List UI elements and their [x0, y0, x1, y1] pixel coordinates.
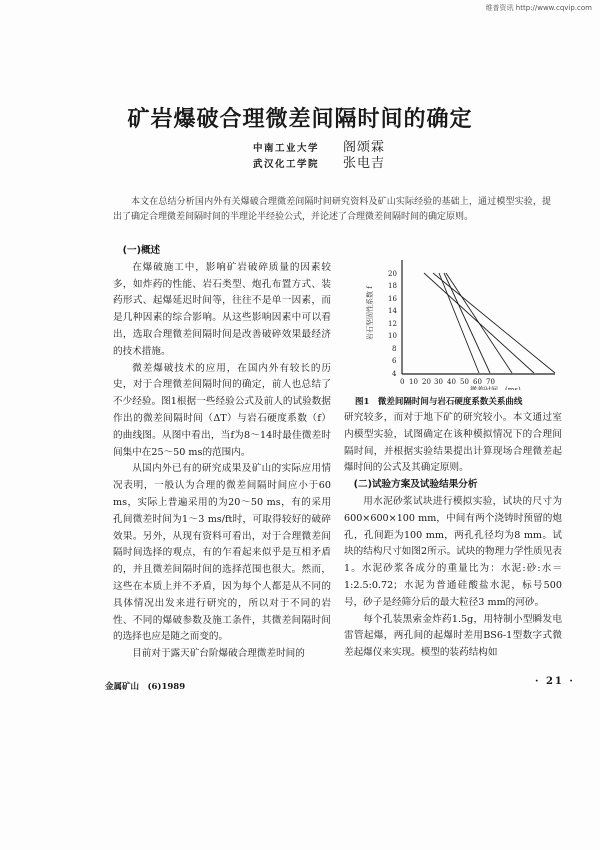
svg-text:40: 40 [447, 378, 456, 386]
svg-text:60: 60 [473, 378, 482, 386]
svg-text:4: 4 [392, 370, 397, 378]
svg-text:20: 20 [422, 378, 431, 386]
journal-footer: 金属矿山 (6)1989 [105, 682, 186, 692]
svg-text:12: 12 [388, 320, 397, 328]
line-chart [350, 250, 560, 390]
svg-text:14: 14 [388, 307, 397, 315]
left-column [113, 243, 331, 663]
svg-text:70: 70 [486, 378, 495, 386]
paragraph: 目前对于露天矿台阶爆破合理微差时间的 [132, 648, 305, 660]
svg-text:30: 30 [434, 378, 443, 386]
page-number: · 21 · [535, 676, 575, 687]
authors-block [253, 140, 385, 172]
svg-text:8: 8 [392, 345, 397, 353]
paragraph: 在爆破施工中，影响矿岩破碎质量的因素较多，如炸药的性能、岩石类型、炮孔布置方式、装药形式、起爆延迟时间等，往往不是单一因素，而是几种因素的综合影响。从这些影响因素中可以看出，选取合理微差间隔时间是改善破碎效果最经济的技术措施。 [113, 261, 331, 357]
svg-text:0: 0 [400, 378, 405, 386]
svg-text:10: 10 [388, 332, 397, 340]
paragraph: 用水泥砂浆试块进行模拟实验，试块的尺寸为600×600×100 mm，中间有两个浇铸时预留的炮孔，孔间距为100 mm，两孔孔径均为8 mm。试块的结构尺寸如图2所示。试块的物理力学性质见表1。水泥砂浆各成分的重量比为：水泥:砂:水＝1:2.5:0.72；水泥为普通硅酸盐水泥，标号500号，砂子是经筛分后的最大粒径3 mm的河砂。 [344, 495, 562, 608]
figure-caption: 图1 微差间隔时间与岩石硬度系数关系曲线 [355, 397, 523, 407]
author-name: 张电吉 [343, 156, 386, 171]
author-affiliation: 武汉化工学院 [253, 159, 320, 170]
svg-text:50: 50 [460, 378, 469, 386]
svg-text:20: 20 [388, 270, 397, 278]
author-name: 阁颂霖 [343, 140, 386, 155]
paragraph: 研究较多，而对于地下矿的研究较小。本文通过室内模型实验，试图确定在该种模拟情况下的合理间隔时间，并根据实验结果提出计算现场合理微差起爆时间的公式及其确定原则。 [344, 412, 562, 474]
page-title: 矿岩爆破合理微差间隔时间的确定 [127, 107, 473, 132]
y-axis-label: 岩石坚固性系数 f [366, 286, 374, 340]
svg-text:18: 18 [388, 282, 397, 290]
paragraph: 从国内外已有的研究成果及矿山的实际应用情况表明，一般认为合理的微差间隔时间应小于60 ms，实际上普遍采用的为20～50 ms，有的采用孔间微差时间为1～3 ms/ft时，可取得较好的破碎效果。另外，从现有资料可看出，对于合理微差间隔时间选择的观点，有的乍看起来似乎是互相矛盾的，并且微差间隔时间的选择范围也很大。然而，这些在本质上并不矛盾，因为每个人都是从不同的具体情况出发来进行研究的，所以对于不同的岩性、不同的爆破参数及施工条件，其微差间隔时间的选择也应是随之而变的。 [113, 463, 331, 643]
author-affiliation: 中南工业大学 [253, 143, 320, 154]
paragraph: 每个孔装黑索金炸药1.5g，用特制小型瞬发电雷管起爆，两孔间的起爆时差用BS6-1型数字式微差起爆仪来实现。模型的装药结构如 [344, 613, 562, 659]
figure-1-chart [350, 250, 560, 390]
svg-text:10: 10 [409, 378, 418, 386]
abstract: 本文在总结分析国内外有关爆破合理微差间隔时间研究资料及矿山实际经验的基础上，通过模型实验，提出了确定合理微差间隔时间的半理论半经验公式，并论述了合理微差间隔时间的确定原则。 [113, 197, 551, 222]
paragraph: 微差爆破技术的应用，在国内外有较长的历史，对于合理微差间隔时间的确定，前人也总结了不少经验。图1根据一些经验公式及前人的试验数据作出的微差间隔时间（ΔT）与岩石硬度系数（f）的曲线图。从图中看出，当f为8～14时最佳微差时间集中在25～50 ms的范围内。 [113, 362, 331, 458]
author-row [253, 140, 385, 156]
author-row [253, 156, 385, 172]
right-column [344, 410, 562, 662]
svg-text:16: 16 [388, 295, 397, 303]
section-heading-overview: (一)概述 [122, 245, 161, 256]
svg-text:6: 6 [392, 357, 397, 365]
x-axis-label: 微差时间 (ms) [470, 386, 521, 390]
section-heading-experiment: (二)试验方案及试验结果分析 [353, 479, 478, 491]
watermark: 维普资讯 http://www.cqvip.com [485, 4, 592, 12]
